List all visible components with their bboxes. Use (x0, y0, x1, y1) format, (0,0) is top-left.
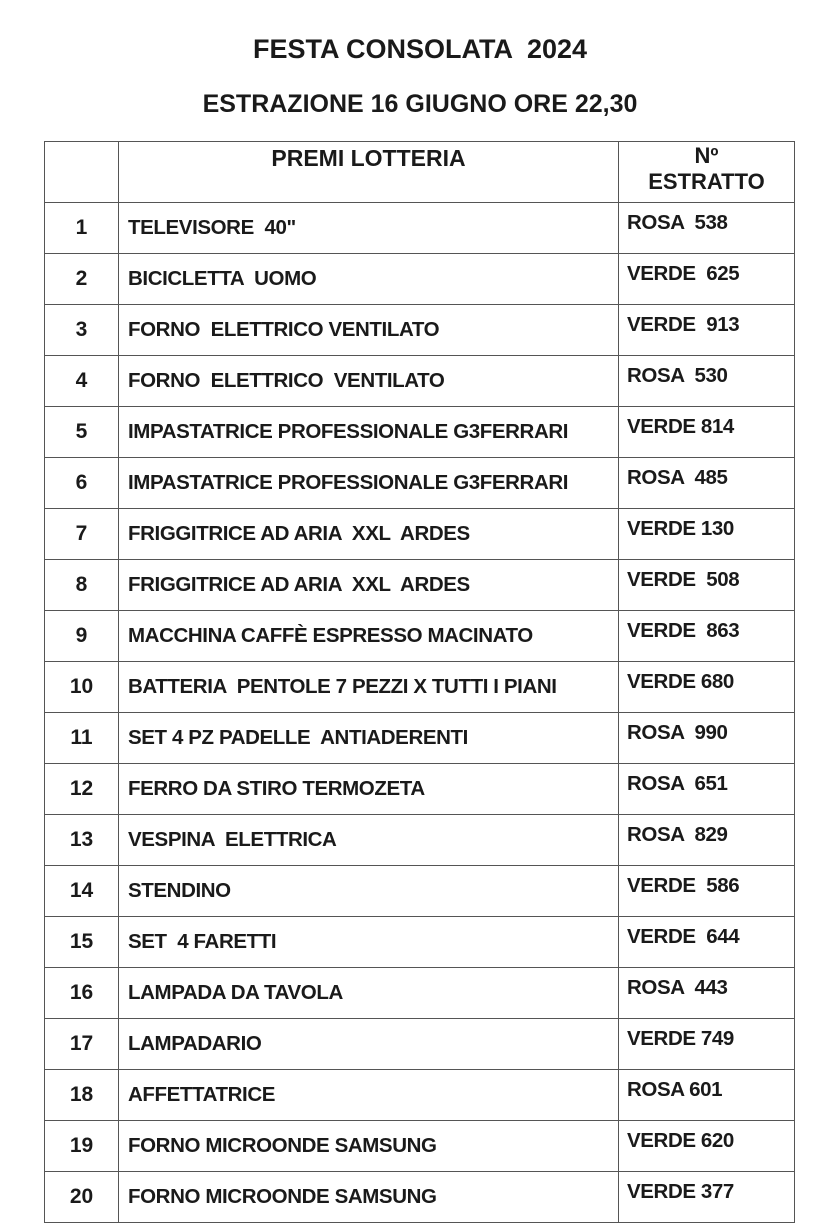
table-row (45, 815, 795, 866)
drawn-number: VERDE 749 (619, 1019, 795, 1070)
table-row (45, 866, 795, 917)
prize-name: IMPASTATRICE PROFESSIONALE G3FERRARI (119, 407, 619, 458)
table-row (45, 509, 795, 560)
drawn-number: VERDE 620 (619, 1121, 795, 1172)
prize-name: LAMPADA DA TAVOLA (119, 968, 619, 1019)
table-row (45, 1121, 795, 1172)
table-row (45, 407, 795, 458)
prize-name: FORNO ELETTRICO VENTILATO (119, 305, 619, 356)
prize-name: FORNO MICROONDE SAMSUNG (119, 1172, 619, 1223)
prize-name: IMPASTATRICE PROFESSIONALE G3FERRARI (119, 458, 619, 509)
row-number: 14 (45, 866, 119, 917)
prize-name: FRIGGITRICE AD ARIA XXL ARDES (119, 509, 619, 560)
prize-name: MACCHINA CAFFÈ ESPRESSO MACINATO (119, 611, 619, 662)
drawn-number: ROSA 530 (619, 356, 795, 407)
table-row (45, 968, 795, 1019)
prize-name: BATTERIA PENTOLE 7 PEZZI X TUTTI I PIANI (119, 662, 619, 713)
header-number (45, 142, 119, 203)
drawn-number: ROSA 990 (619, 713, 795, 764)
row-number: 17 (45, 1019, 119, 1070)
header-drawn-line2: ESTRATTO (648, 169, 765, 194)
drawn-number: ROSA 651 (619, 764, 795, 815)
prize-name: FORNO MICROONDE SAMSUNG (119, 1121, 619, 1172)
prize-name: VESPINA ELETTRICA (119, 815, 619, 866)
row-number: 7 (45, 509, 119, 560)
drawn-number: ROSA 485 (619, 458, 795, 509)
page-title: FESTA CONSOLATA 2024 (252, 34, 588, 64)
header-prizes: PREMI LOTTERIA (119, 142, 619, 203)
row-number: 12 (45, 764, 119, 815)
row-number: 2 (45, 254, 119, 305)
prize-name: LAMPADARIO (119, 1019, 619, 1070)
prize-name: TELEVISORE 40" (119, 203, 619, 254)
row-number: 10 (45, 662, 119, 713)
table-row (45, 1070, 795, 1121)
prize-name: AFFETTATRICE (119, 1070, 619, 1121)
prize-name: FORNO ELETTRICO VENTILATO (119, 356, 619, 407)
prize-name: SET 4 PZ PADELLE ANTIADERENTI (119, 713, 619, 764)
table-row (45, 917, 795, 968)
prize-table (44, 141, 795, 1223)
row-number: 15 (45, 917, 119, 968)
table-row (45, 662, 795, 713)
table-row (45, 305, 795, 356)
row-number: 4 (45, 356, 119, 407)
drawn-number: ROSA 829 (619, 815, 795, 866)
table-row (45, 203, 795, 254)
row-number: 20 (45, 1172, 119, 1223)
row-number: 18 (45, 1070, 119, 1121)
row-number: 19 (45, 1121, 119, 1172)
drawn-number: VERDE 130 (619, 509, 795, 560)
table-row (45, 713, 795, 764)
drawn-number: ROSA 538 (619, 203, 795, 254)
row-number: 8 (45, 560, 119, 611)
row-number: 3 (45, 305, 119, 356)
drawn-number: VERDE 913 (619, 305, 795, 356)
table-row (45, 611, 795, 662)
prize-name: SET 4 FARETTI (119, 917, 619, 968)
prize-name: STENDINO (119, 866, 619, 917)
table-header-row (45, 142, 795, 203)
table-row (45, 1172, 795, 1223)
prize-name: FRIGGITRICE AD ARIA XXL ARDES (119, 560, 619, 611)
drawn-number: VERDE 680 (619, 662, 795, 713)
header-drawn (619, 142, 795, 203)
drawn-number: VERDE 377 (619, 1172, 795, 1223)
drawn-number: VERDE 625 (619, 254, 795, 305)
prize-name: FERRO DA STIRO TERMOZETA (119, 764, 619, 815)
drawn-number: VERDE 644 (619, 917, 795, 968)
drawn-number: VERDE 508 (619, 560, 795, 611)
prize-name: BICICLETTA UOMO (119, 254, 619, 305)
table-row (45, 458, 795, 509)
row-number: 5 (45, 407, 119, 458)
table-row (45, 1019, 795, 1070)
row-number: 16 (45, 968, 119, 1019)
drawn-number: VERDE 863 (619, 611, 795, 662)
row-number: 13 (45, 815, 119, 866)
page-subtitle: ESTRAZIONE 16 GIUGNO ORE 22,30 (202, 90, 638, 118)
table-row (45, 356, 795, 407)
row-number: 9 (45, 611, 119, 662)
table-row (45, 560, 795, 611)
table-row (45, 764, 795, 815)
row-number: 1 (45, 203, 119, 254)
header-drawn-line1: Nº (694, 143, 719, 168)
drawn-number: ROSA 601 (619, 1070, 795, 1121)
drawn-number: ROSA 443 (619, 968, 795, 1019)
drawn-number: VERDE 814 (619, 407, 795, 458)
drawn-number: VERDE 586 (619, 866, 795, 917)
table-row (45, 254, 795, 305)
row-number: 6 (45, 458, 119, 509)
row-number: 11 (45, 713, 119, 764)
